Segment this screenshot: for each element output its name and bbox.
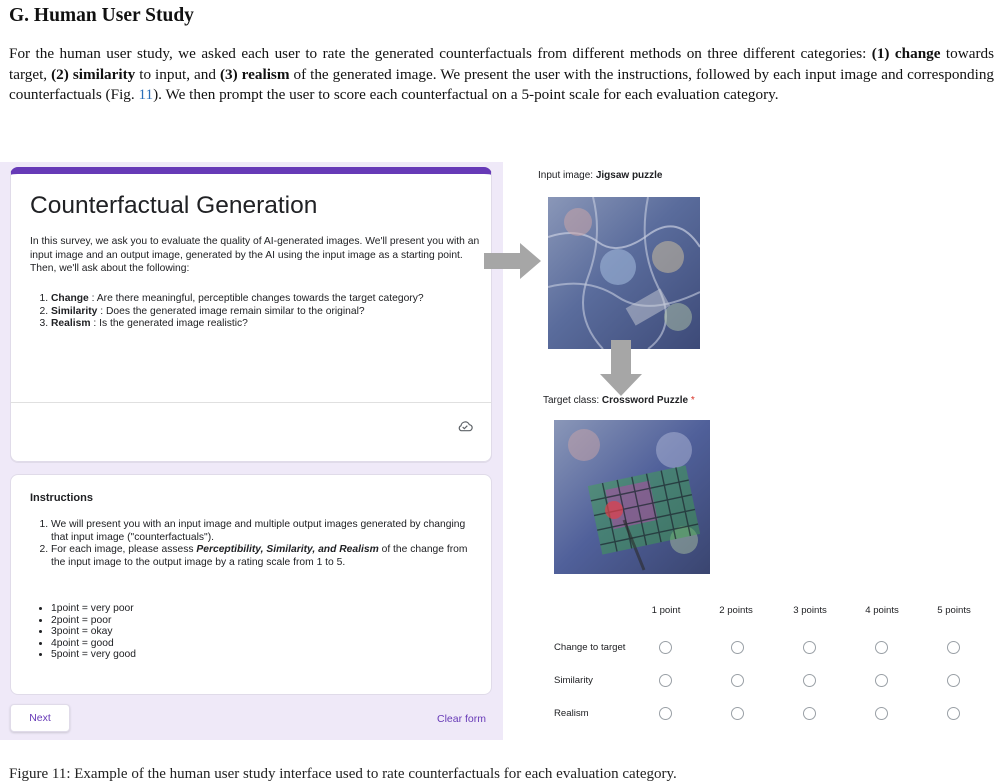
radio-change-1[interactable] [659, 641, 672, 654]
radio-similarity-3[interactable] [803, 674, 816, 687]
instructions-card [10, 474, 492, 695]
arrow-down-icon [600, 340, 642, 396]
instructions-heading: Instructions [30, 492, 93, 504]
radio-realism-5[interactable] [947, 707, 960, 720]
section-title: G. Human User Study [9, 5, 194, 26]
input-image-label: Input image: Jigsaw puzzle [538, 170, 663, 181]
survey-form-panel [0, 162, 503, 740]
radio-change-3[interactable] [803, 641, 816, 654]
scale-item: • 1point = very poor [51, 603, 470, 615]
radio-realism-2[interactable] [731, 707, 744, 720]
criteria-item: 2. Similarity : Does the generated image remain similar to the original? [51, 306, 480, 319]
row-label: Similarity [554, 675, 593, 686]
counterfactual-image-crossword [554, 420, 710, 574]
figure-caption: Figure 11: Example of the human user study interface used to rate counterfactuals for each evaluation category. [9, 766, 677, 782]
scale-item: • 5point = very good [51, 649, 470, 661]
target-class-label: Target class: Crossword Puzzle * [543, 395, 695, 406]
cloud-saved-icon [457, 419, 473, 433]
radio-realism-4[interactable] [875, 707, 888, 720]
criteria-list [30, 293, 480, 331]
radio-realism-3[interactable] [803, 707, 816, 720]
column-header: 5 points [937, 605, 971, 616]
scale-item: • 3point = okay [51, 626, 470, 638]
column-header: 3 points [793, 605, 827, 616]
radio-similarity-2[interactable] [731, 674, 744, 687]
form-description: In this survey, we ask you to evaluate the quality of AI-generated images. We'll present you with an input image and an output image, generated by the AI using the input image as a starting point. Then, we'll ask about the following: [30, 236, 480, 274]
scale-item: • 2point = poor [51, 615, 470, 627]
column-header: 4 points [865, 605, 899, 616]
radio-similarity-4[interactable] [875, 674, 888, 687]
form-title: Counterfactual Generation [30, 192, 318, 219]
input-image-jigsaw [548, 197, 700, 349]
scale-item: • 4point = good [51, 638, 470, 650]
instruction-step: 2. For each image, please assess Perceptibility, Similarity, and Realism of the change from the input image to the output image by a rating scale from 1 to 5. [51, 544, 470, 569]
arrow-right-icon [484, 243, 541, 279]
radio-change-4[interactable] [875, 641, 888, 654]
radio-realism-1[interactable] [659, 707, 672, 720]
row-label: Change to target [554, 642, 626, 653]
radio-change-2[interactable] [731, 641, 744, 654]
rating-row-change [544, 642, 984, 672]
criteria-item: 3. Realism : Is the generated image realistic? [51, 318, 480, 331]
clear-form-button[interactable]: Clear form [436, 713, 486, 725]
rating-row-similarity [544, 675, 984, 705]
intro-paragraph: For the human user study, we asked each user to rate the generated counterfactuals from different methods on three different categories: (1) change towards target, (2) similarity to input, and (3) realism of the generated image. We present the user with the instructions, followed by each input image and corresponding counterfactuals (Fig. 11). We then prompt the user to score each counterfactual on a 5-point scale for each evaluation category. [9, 45, 995, 103]
column-header: 2 points [719, 605, 753, 616]
next-button[interactable]: Next [10, 704, 70, 732]
column-header: 1 point [651, 605, 681, 616]
radio-similarity-1[interactable] [659, 674, 672, 687]
criteria-item: 1. Change : Are there meaningful, perceptible changes towards the target category? [51, 293, 480, 306]
form-save-bar [10, 402, 492, 462]
figure-reference-link[interactable]: 11 [138, 86, 154, 103]
rating-row-realism [544, 708, 984, 738]
instructions-steps [30, 519, 470, 569]
instruction-step: 1. We will present you with an input image and multiple output images generated by changing that input image ("counterfactuals"). [51, 519, 470, 544]
radio-similarity-5[interactable] [947, 674, 960, 687]
radio-change-5[interactable] [947, 641, 960, 654]
row-label: Realism [554, 708, 589, 719]
rating-scale-list [30, 603, 470, 661]
